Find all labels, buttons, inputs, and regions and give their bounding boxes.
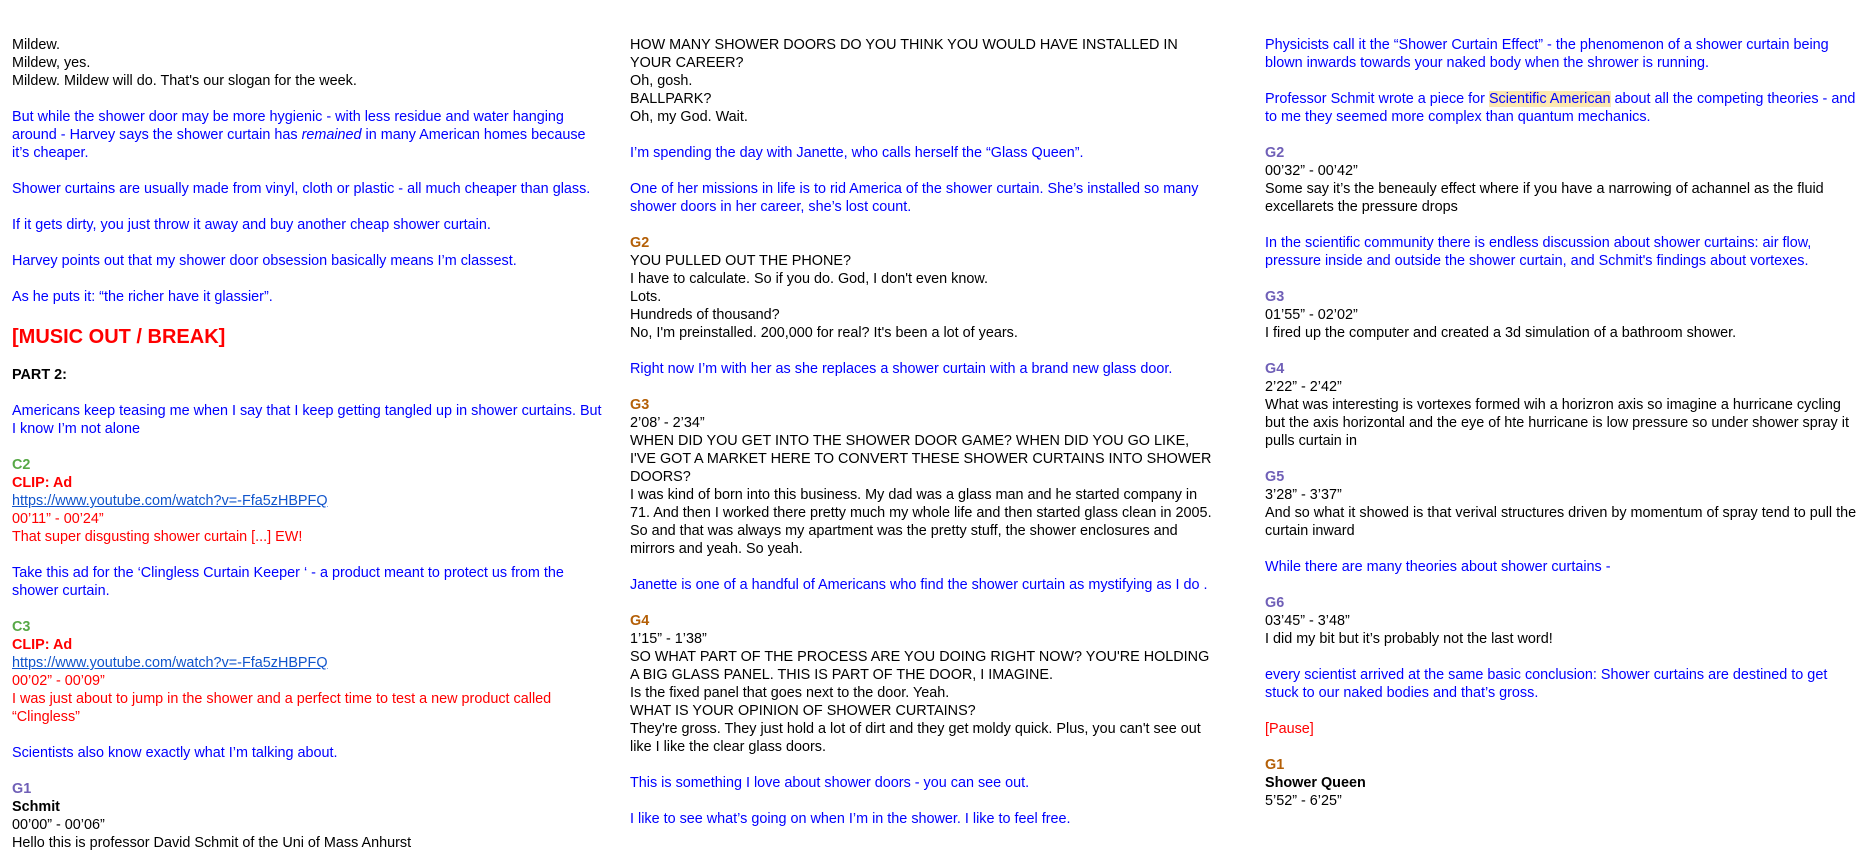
clip-block-c3 [12, 618, 602, 726]
column-1 [12, 36, 602, 852]
grab-text: I fired up the computer and created a 3d simulation of a bathroom shower. [1265, 325, 1737, 341]
speaker-name: Schmit [12, 799, 60, 815]
grab-tag: G1 [12, 781, 32, 797]
grab-tag: G5 [1265, 469, 1285, 485]
clip-label: CLIP: Ad [12, 637, 73, 653]
narration-paragraph: Scientists also know exactly what I’m talking about. [12, 745, 338, 761]
text-line: Mildew, yes. [12, 55, 91, 71]
narration-paragraph: As he puts it: “the richer have it glassier”. [12, 289, 273, 305]
grab-timecode: 01’55” - 02’02” [1265, 307, 1358, 323]
clip-quote: That super disgusting shower curtain [...] EW! [12, 529, 303, 545]
narration-paragraph: One of her missions in life is to rid America of the shower curtain. She’s installed so many shower doors in her career, she’s lost count. [630, 181, 1199, 215]
text-line: WHAT IS YOUR OPINION OF SHOWER CURTAINS? [630, 703, 976, 719]
grab-block-g6 [1265, 594, 1860, 648]
narration-paragraph: While there are many theories about shower curtains - [1265, 559, 1611, 575]
grab-tag: G3 [630, 397, 650, 413]
text-line: BALLPARK? [630, 91, 712, 107]
grab-timecode: 2’22” - 2’42” [1265, 379, 1342, 395]
clip-timecode: 00’11” - 00’24” [12, 511, 104, 527]
clip-url-link[interactable]: https://www.youtube.com/watch?v=-Ffa5zHBPFQ [12, 655, 328, 671]
clip-timecode: 00’02” - 00’09” [12, 673, 105, 689]
text-line: WHEN DID YOU GET INTO THE SHOWER DOOR GAME? WHEN DID YOU GO LIKE, I'VE GOT A MARKET HERE TO CONVERT THESE SHOWER CURTAINS INTO SHOWER DOORS? [630, 433, 1212, 485]
grab-text: What was interesting is vortexes formed wih a horizron axis so imagine a hurricane cycling but the axis horizontal and the eye of hte hurricane is low pressure so under shower spray it pulls curtain in [1265, 397, 1849, 449]
text-line: Is the fixed panel that goes next to the door. Yeah. [630, 685, 950, 701]
emphasis: remained [301, 127, 362, 143]
text-line: HOW MANY SHOWER DOORS DO YOU THINK YOU WOULD HAVE INSTALLED IN YOUR CAREER? [630, 37, 1178, 71]
narration-paragraph: every scientist arrived at the same basic conclusion: Shower curtains are destined to get stuck to our naked bodies and that’s gross. [1265, 667, 1828, 701]
speaker-name: Shower Queen [1265, 775, 1366, 791]
narration-paragraph: Shower curtains are usually made from vinyl, cloth or plastic - all much cheaper than glass. [12, 181, 591, 197]
clip-tag: C3 [12, 619, 31, 635]
narration-paragraph: Professor Schmit wrote a piece for Scientific American about all the competing theories - and to me they seemed more complex than quantum mechanics. [1265, 91, 1856, 125]
narration-paragraph: Physicists call it the “Shower Curtain Effect” - the phenomenon of a shower curtain being blown inwards towards your naked body when the shrower is running. [1265, 37, 1829, 71]
music-break-heading: [MUSIC OUT / BREAK] [12, 326, 226, 348]
narration-paragraph: Right now I’m with her as she replaces a shower curtain with a brand new glass door. [630, 361, 1173, 377]
text-line: No, I'm preinstalled. 200,000 for real? It's been a lot of years. [630, 325, 1018, 341]
part-heading: PART 2: [12, 367, 67, 383]
text-line: Mildew. Mildew will do. That's our slogan for the week. [12, 73, 357, 89]
clip-label: CLIP: Ad [12, 475, 73, 491]
grab-block-g2 [1265, 144, 1860, 216]
text-line: I have to calculate. So if you do. God, I don't even know. [630, 271, 988, 287]
grab-timecode: 2’08’ - 2’34” [630, 415, 705, 431]
grab-block-g4 [630, 612, 1215, 756]
grab-timecode: 00’00” - 00’06” [12, 817, 105, 833]
grab-text: Hello this is professor David Schmit of the Uni of Mass Anhurst [12, 835, 412, 851]
grab-block-g1 [12, 780, 602, 852]
grab-timecode: 3’28” - 3’37” [1265, 487, 1342, 503]
text-line: Mildew. [12, 37, 60, 53]
grab-tag: G6 [1265, 595, 1285, 611]
narration-paragraph: Americans keep teasing me when I say that I keep getting tangled up in shower curtains. But I know I’m not alone [12, 403, 602, 437]
narration-paragraph: I’m spending the day with Janette, who calls herself the “Glass Queen”. [630, 145, 1084, 161]
text-line: YOU PULLED OUT THE PHONE? [630, 253, 851, 269]
narration-paragraph: I like to see what’s going on when I’m in the shower. I like to feel free. [630, 811, 1071, 827]
clip-tag: C2 [12, 457, 31, 473]
grab-tag: G4 [630, 613, 650, 629]
grab-text: And so what it showed is that verival structures driven by momentum of spray tend to pull the curtain inward [1265, 505, 1857, 539]
grab-block-g2 [630, 234, 1215, 342]
grab-timecode: 03’45” - 3’48” [1265, 613, 1350, 629]
dialogue-block [12, 36, 602, 90]
grab-block-g4 [1265, 360, 1860, 450]
narration-paragraph: This is something I love about shower doors - you can see out. [630, 775, 1030, 791]
grab-text: Some say it’s the beneauly effect where if you have a narrowing of achannel as the fluid excellarets the pressure drops [1265, 181, 1824, 215]
grab-tag: G1 [1265, 757, 1285, 773]
grab-timecode: 00’32” - 00’42” [1265, 163, 1358, 179]
text-line: Oh, my God. Wait. [630, 109, 748, 125]
text-line: I was kind of born into this business. My dad was a glass man and he started company in 71. And then I worked there pretty much my whole life and then started glass clean in 2005. So and that was always my apartment was the pretty stuff, the shower enclosures and mirrors and yeah. So yeah. [630, 487, 1212, 557]
grab-block-g3 [630, 396, 1215, 558]
narration-paragraph: Take this ad for the ‘Clingless Curtain Keeper ‘ - a product meant to protect us from the shower curtain. [12, 565, 564, 599]
text-line: They're gross. They just hold a lot of dirt and they get moldy quick. Plus, you can't see out like I like the clear glass doors. [630, 721, 1201, 755]
grab-tag: G2 [630, 235, 650, 251]
column-3 [1265, 36, 1860, 810]
narration-paragraph: Janette is one of a handful of Americans who find the shower curtain as mystifying as I do . [630, 577, 1208, 593]
grab-timecode: 5’52” - 6’25” [1265, 793, 1342, 809]
text-line: Hundreds of thousand? [630, 307, 780, 323]
clip-url-link[interactable]: https://www.youtube.com/watch?v=-Ffa5zHBPFQ [12, 493, 328, 509]
grab-block-g5 [1265, 468, 1860, 540]
grab-tag: G4 [1265, 361, 1285, 377]
grab-tag: G3 [1265, 289, 1285, 305]
narration-paragraph: In the scientific community there is endless discussion about shower curtains: air flow, pressure inside and outside the shower curtain, and Schmit's findings about vortexes. [1265, 235, 1812, 269]
grab-block-g3 [1265, 288, 1860, 342]
narration-paragraph: Harvey points out that my shower door obsession basically means I’m classest. [12, 253, 517, 269]
clip-quote: I was just about to jump in the shower and a perfect time to test a new product called “Clingless” [12, 691, 552, 725]
grab-tag: G2 [1265, 145, 1285, 161]
text-line: Lots. [630, 289, 662, 305]
clip-block-c2 [12, 456, 602, 546]
narration-paragraph: If it gets dirty, you just throw it away and buy another cheap shower curtain. [12, 217, 491, 233]
grab-text: I did my bit but it’s probably not the last word! [1265, 631, 1553, 647]
text-line: Oh, gosh. [630, 73, 693, 89]
pause-marker: [Pause] [1265, 721, 1314, 737]
highlighted-text: Scientific American [1488, 91, 1611, 107]
narration-paragraph: But while the shower door may be more hygienic - with less residue and water hanging around - Harvey says the shower curtain has remained in many American homes because it’s cheaper. [12, 109, 586, 161]
dialogue-block [630, 36, 1215, 126]
grab-block-g1 [1265, 756, 1860, 810]
grab-timecode: 1’15” - 1’38” [630, 631, 707, 647]
column-2 [630, 36, 1215, 828]
text-line: SO WHAT PART OF THE PROCESS ARE YOU DOING RIGHT NOW? YOU'RE HOLDING A BIG GLASS PANEL. THIS IS PART OF THE DOOR, I IMAGINE. [630, 649, 1210, 683]
